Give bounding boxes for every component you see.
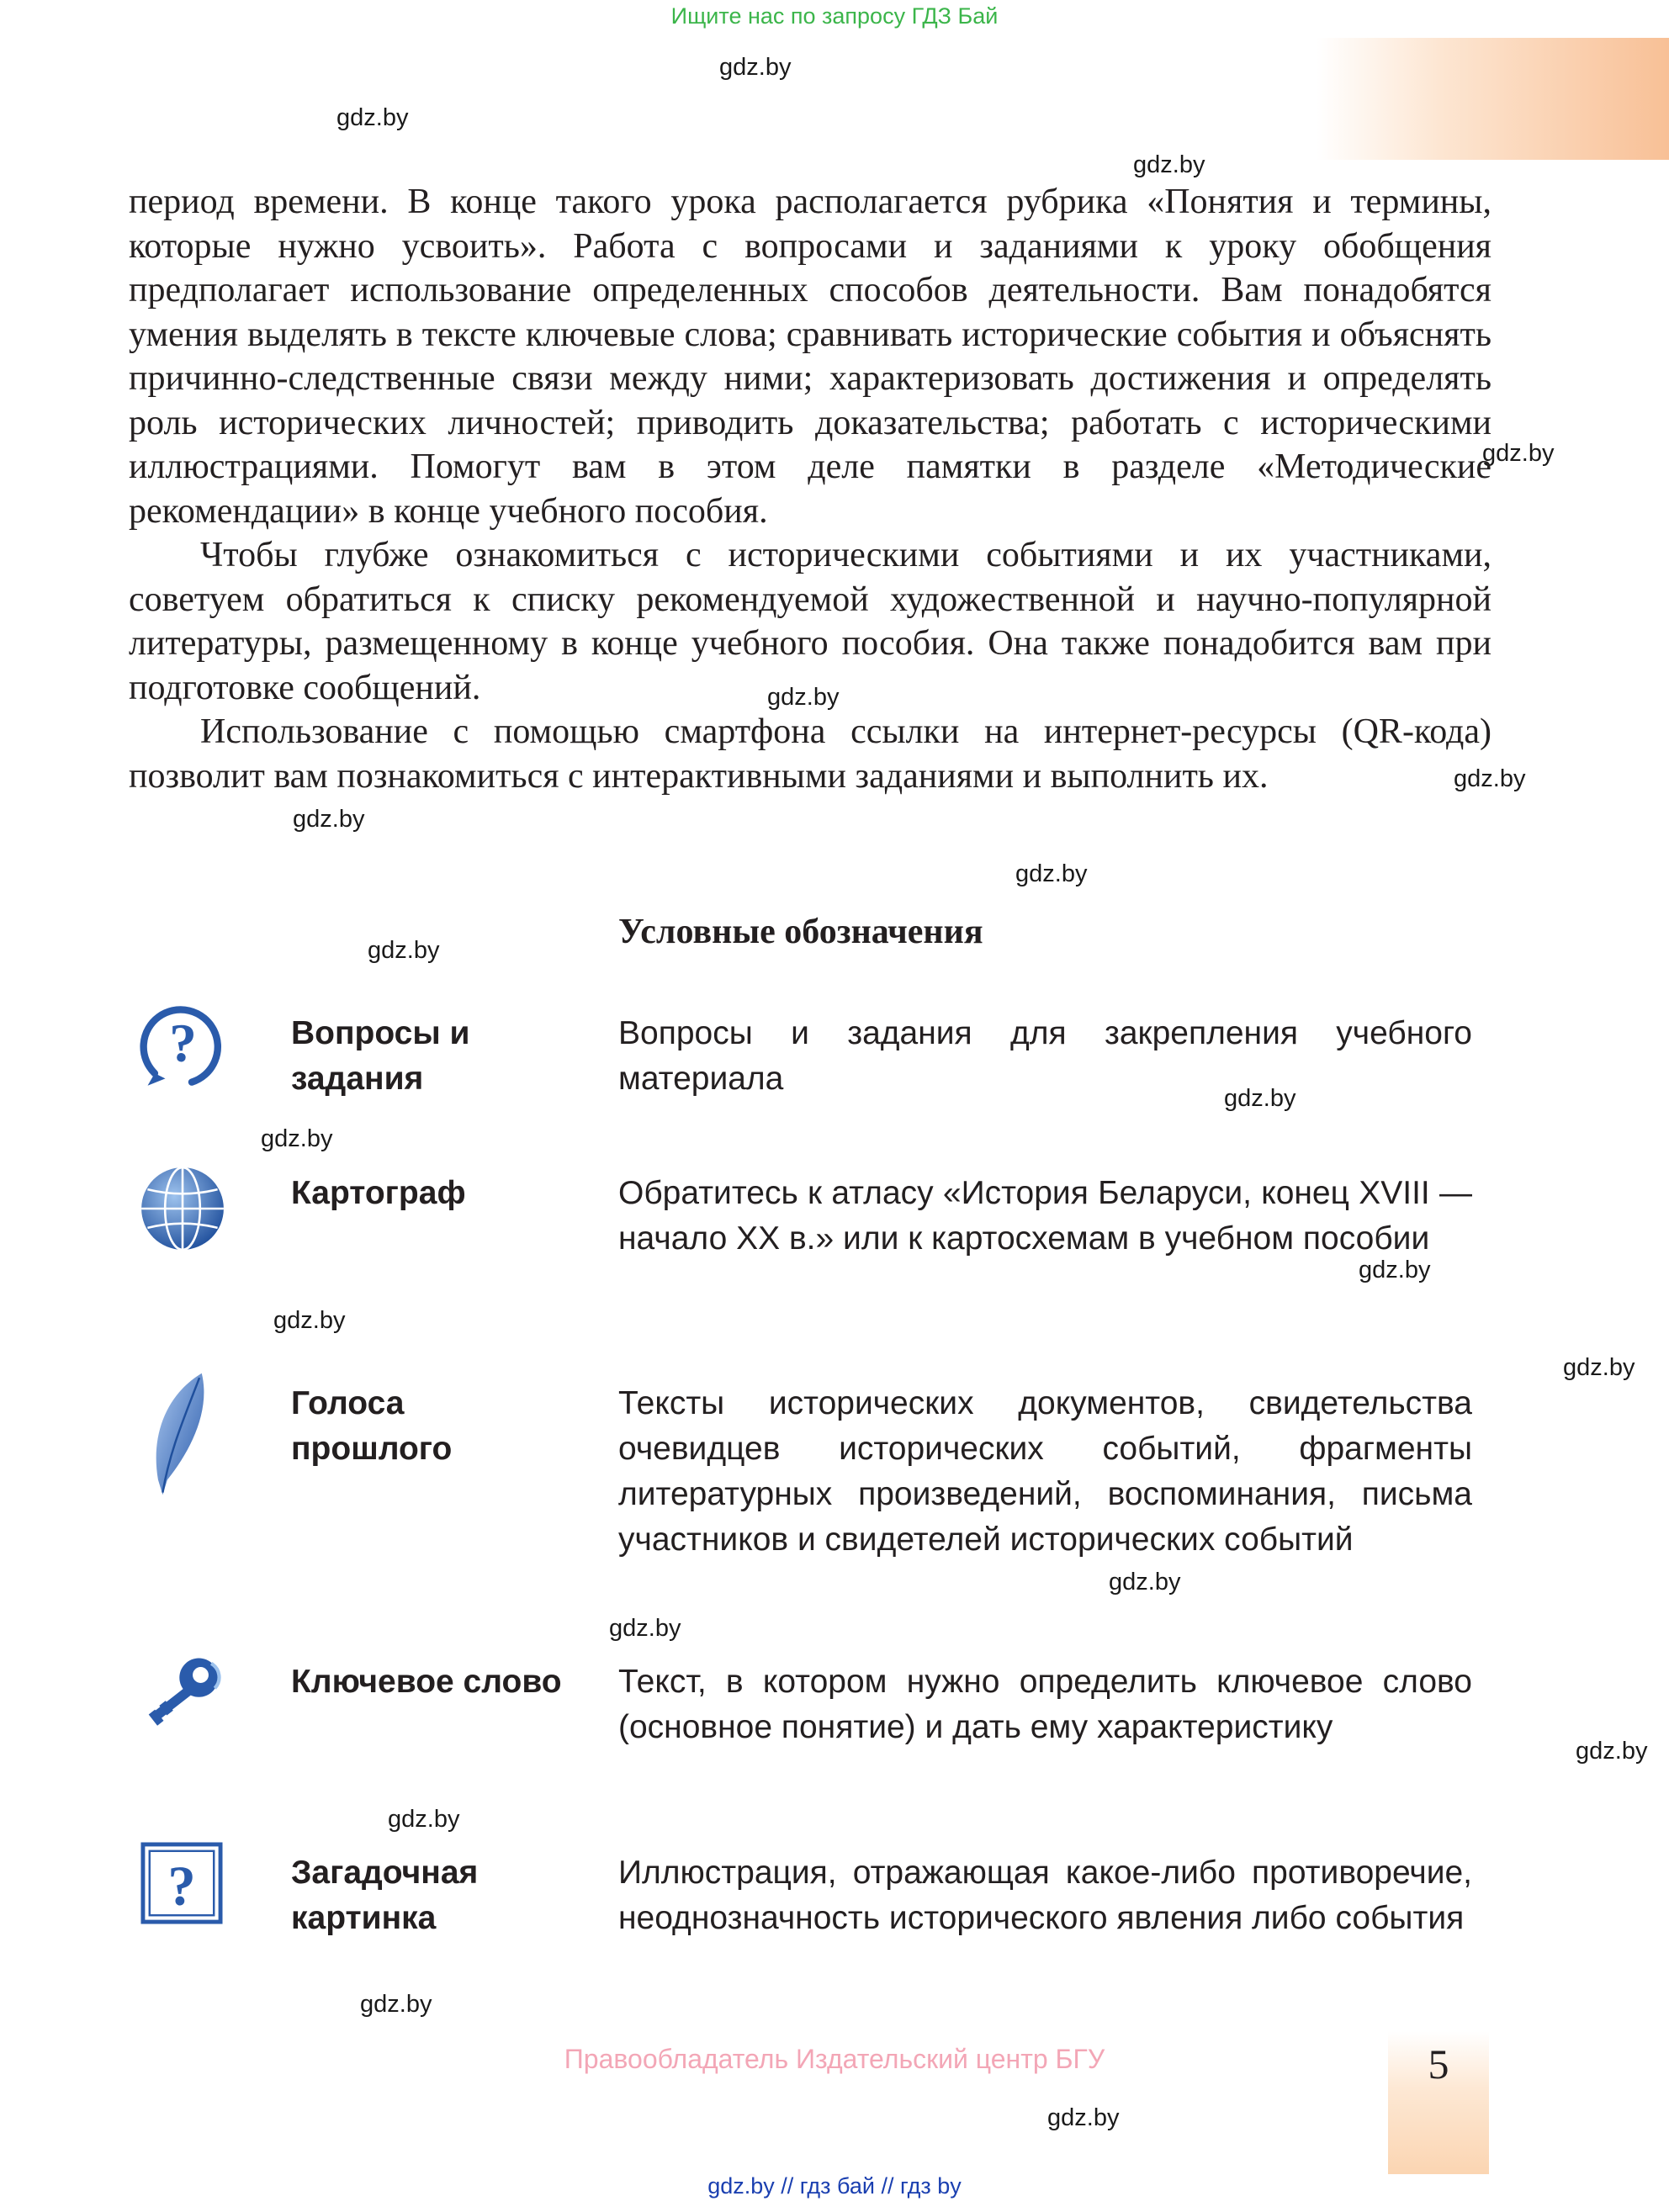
paragraph: Использование с помощью смартфона ссылки на интернет-ресурсы (QR-кода) позволит вам познакомиться с интерактивными заданиями и выполнить их. [129,712,1492,796]
legend-title: Условные обозначения [618,913,983,951]
watermark: gdz.by [1576,1738,1648,1765]
watermark: gdz.by [388,1806,460,1833]
watermark: gdz.by [261,1125,333,1152]
legend-desc: Обратитесь к атласу «История Беларуси, конец XVIII — начало XX в.» или к картосхемам в учебном пособии [618,1175,1472,1257]
globe-icon [139,1165,226,1252]
copyright-owner: Правообладатель Издательский центр БГУ [564,2044,1105,2074]
watermark: gdz.by [1109,1569,1181,1595]
search-banner: Ищите нас по запросу ГДЗ Бай [670,3,999,29]
paragraph: период времени. В конце такого урока располагается рубрика «Понятия и термины, которые нужно усвоить». Работа с вопросами и заданиями к уроку обобщения предполагает использование определенных способов деятельности. Вам понадобятся умения выделять в тексте ключевые слова; сравнивать исторические события и объяснять причинно-следственные связи между ними; характеризовать достижения и определять роль исторических личностей; приводить доказательства; работать с историческими иллюстрациями. Помогут вам в этом деле памятки в разделе «Методические рекомендации» в конце учебного пособия. [129,183,1492,531]
watermark: gdz.by [273,1307,346,1334]
watermark: gdz.by [1563,1354,1635,1381]
watermark: gdz.by [1359,1257,1431,1283]
key-icon [139,1653,227,1733]
watermark: gdz.by [1133,151,1205,178]
legend-desc: Иллюстрация, отражающая какое-либо противоречие, неоднозначность исторического явления либо события [618,1855,1472,1936]
header-gradient [1317,38,1669,160]
watermark: gdz.by [1224,1085,1296,1112]
legend-name: Картограф [291,1175,466,1211]
watermark: gdz.by [1454,765,1526,792]
feather-icon [143,1371,215,1497]
watermark: gdz.by [360,1991,432,2018]
legend-desc: Тексты исторических документов, свидетельства очевидцев исторических событий, фрагменты литературных произведений, воспоминания, письма участников и свидетелей исторических событий [618,1385,1472,1558]
legend-name: Голоса прошлого [291,1385,453,1467]
question-square-icon [140,1842,223,1924]
watermark: gdz.by [336,104,409,131]
footer-links[interactable]: gdz.by // гдз бай // гдз by [707,2173,962,2199]
legend-desc: Текст, в котором нужно определить ключевое слово (основное понятие) и дать ему характеристику [618,1664,1472,1745]
watermark: gdz.by [293,806,365,833]
page-number: 5 [1428,2040,1449,2088]
watermark: gdz.by [609,1615,681,1642]
body-text [129,180,1492,798]
legend-name: Загадочная картинка [291,1855,479,1936]
watermark: gdz.by [1482,440,1555,467]
watermark: gdz.by [719,54,792,81]
legend-desc: Вопросы и задания для закрепления учебного материала [618,1015,1472,1097]
question-circle-icon [139,1001,227,1089]
legend-name: Вопросы и задания [291,1015,470,1097]
legend-name: Ключевое слово [291,1664,562,1700]
watermark: gdz.by [368,937,440,964]
paragraph: Чтобы глубже ознакомиться с историческими событиями и их участниками, советуем обратиться к списку рекомендуемой художественной и научно-популярной литературы, размещенному в конце учебного пособия. Она также понадобится вам при подготовке сообщений. [129,536,1492,707]
svg-text:?: ? [169,1013,197,1074]
watermark: gdz.by [1015,860,1088,887]
watermark: gdz.by [1047,2104,1120,2131]
watermark: gdz.by [767,684,840,711]
svg-text:?: ? [167,1855,196,1918]
